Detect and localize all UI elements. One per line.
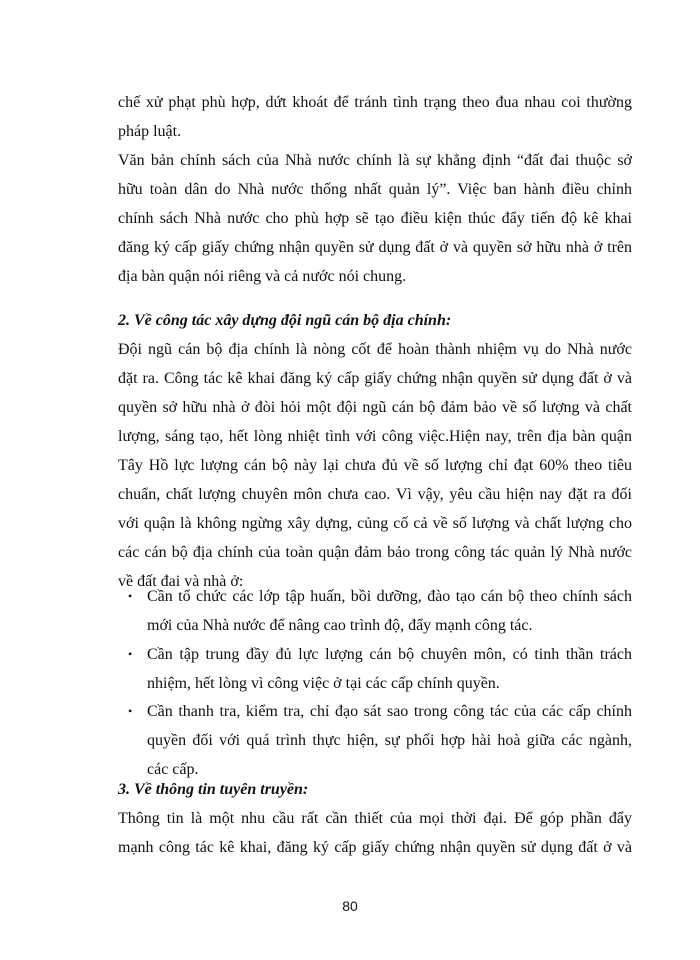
bullet-line: Cần tổ chức các lớp tập huấn, bồi dưỡng, đào tạo cán bộ theo chính sách: [147, 588, 632, 605]
bullet-marker: •: [128, 589, 133, 603]
paragraph-line: Thông tin là một nhu cầu rất cần thiết của mọi thời đại. Để góp phần đẩy: [118, 810, 632, 827]
paragraph-line: pháp luật.: [118, 123, 182, 140]
paragraph-line: quyền sở hữu nhà ở đòi hỏi một đội ngũ cán bộ đảm bảo về số lượng và chất: [118, 399, 632, 416]
paragraph-line: địa bàn quận nói riêng và cả nước nói chung.: [118, 268, 407, 285]
bullet-line: Cần thanh tra, kiểm tra, chỉ đạo sát sao trong công tác của các cấp chính: [147, 703, 632, 720]
bullet-line: mới của Nhà nước để nâng cao trình độ, đẩy mạnh công tác.: [147, 617, 533, 634]
bullet-line: Cần tập trung đầy đủ lực lượng cán bộ chuyên môn, có tinh thần trách: [147, 646, 632, 663]
paragraph-line: lượng, sáng tạo, hết lòng nhiệt tình với công việc.Hiện nay, trên địa bàn quận: [118, 428, 632, 445]
paragraph-line: chính sách Nhà nước cho phù hợp sẽ tạo điều kiện thúc đẩy tiến độ kê khai: [118, 210, 632, 227]
paragraph-line: các cán bộ địa chính của toàn quận đảm bảo trong công tác quản lý Nhà nước: [118, 544, 632, 561]
paragraph-line: hữu toàn dân do Nhà nước thống nhất quản lý”. Việc ban hành điều chỉnh: [118, 181, 632, 198]
paragraph-line: chuẩn, chất lượng chuyên môn chưa cao. Vì vậy, yêu cầu hiện nay đặt ra đối: [118, 486, 632, 503]
section-heading: 2. Về công tác xây dựng đội ngũ cán bộ địa chính:: [118, 312, 452, 329]
bullet-marker: •: [128, 704, 133, 718]
paragraph-line: với quận là không ngừng xây dựng, củng cố cả về số lượng và chất lượng cho: [118, 515, 632, 532]
bullet-marker: •: [128, 647, 133, 661]
paragraph-line: đặt ra. Công tác kê khai đăng ký cấp giấy chứng nhận quyền sử dụng đất ở và: [118, 370, 632, 387]
bullet-line: quyền đối với quá trình thực hiện, sự phối hợp hài hoà giữa các ngành,: [147, 732, 632, 749]
paragraph-line: mạnh công tác kê khai, đăng ký cấp giấy chứng nhận quyền sử dụng đất ở và: [118, 839, 632, 856]
paragraph-line: Văn bản chính sách của Nhà nước chính là sự khẳng định “đất đai thuộc sở: [118, 152, 632, 169]
paragraph-line: về đất đai và nhà ở:: [118, 573, 244, 590]
paragraph-line: Đội ngũ cán bộ địa chính là nòng cốt để hoàn thành nhiệm vụ do Nhà nước: [118, 341, 632, 358]
section-heading: 3. Về thông tin tuyên truyền:: [118, 781, 309, 798]
bullet-line: các cấp.: [147, 761, 199, 778]
paragraph-line: đăng ký cấp giấy chứng nhận quyền sử dụng đất ở và quyền sở hữu nhà ở trên: [118, 239, 632, 256]
paragraph-line: chế xử phạt phù hợp, dứt khoát để tránh tình trạng theo đua nhau coi thường: [118, 94, 632, 111]
bullet-line: nhiệm, hết lòng vì công việc ở tại các cấp chính quyền.: [147, 675, 500, 692]
page-number: 80: [342, 898, 358, 914]
paragraph-line: Tây Hồ lực lượng cán bộ này lại chưa đủ về số lượng chỉ đạt 60% theo tiêu: [118, 457, 632, 474]
